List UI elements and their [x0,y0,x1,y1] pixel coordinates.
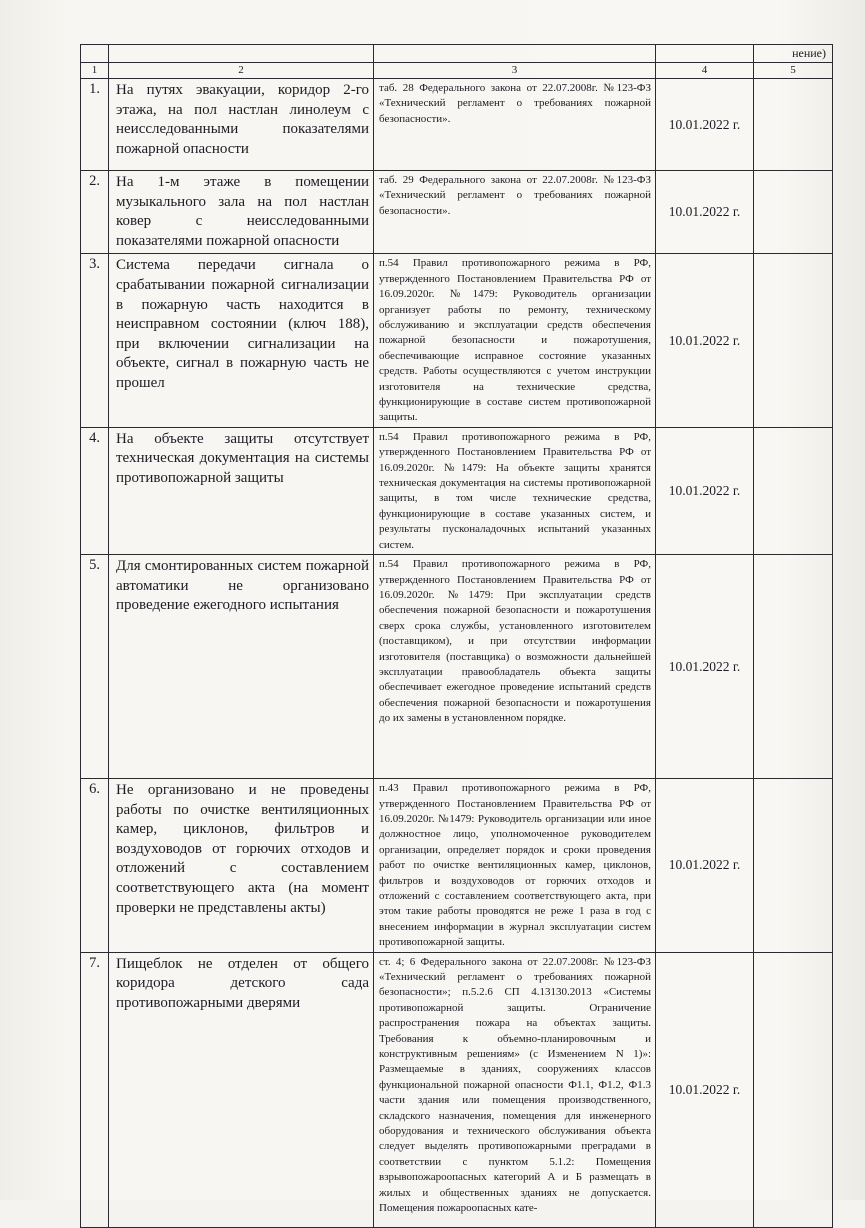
column-number: 4 [656,63,754,79]
norm-reference: п.43 Правил противопожарного режима в РФ, утвержденного Постановлением Правительства РФ от 16.09.2020г. №1479: Руководитель организации или иное должностное лицо, уполномоченное руководителем организации, определяет порядок и сроки проведения работ по очистке вентиляционных камер, циклонов, фильтров и воздуховодов от горючих отходов и отложений с составлением соответствующего акта, при этом такие работы проводятся не реже 1 раза в год с внесением информации в журнал эксплуатации систем противопожарной защиты. [374,779,656,952]
note-cell [754,427,833,554]
table-row [81,952,833,1227]
violation-text: На 1-м этаже в помещении музыкального зала на пол настлан ковер с неисследованными показателями пожарной опасности [109,171,374,254]
table-row [81,779,833,952]
note-cell [754,952,833,1227]
norm-reference: таб. 28 Федерального закона от 22.07.2008г. №123-ФЗ «Технический регламент о требованиях пожарной безопасности». [374,79,656,171]
deadline-date: 10.01.2022 г. [656,254,754,427]
row-number: 6. [81,779,109,952]
column-number: 3 [374,63,656,79]
table-row [81,79,833,171]
note-cell [754,79,833,171]
row-number: 1. [81,79,109,171]
table-row [81,427,833,554]
deadline-date: 10.01.2022 г. [656,171,754,254]
table-row [81,555,833,779]
note-cell [754,254,833,427]
norm-reference: п.54 Правил противопожарного режима в РФ, утвержденного Постановлением Правительства РФ от 16.09.2020г. №1479: На объекте защиты хранятся техническая документация на системы противопожарной защиты, в том числе технические средства, функционирующие в составе указанных систем, и результаты пусконаладочных испытаний указанных систем. [374,427,656,554]
header-continuation: нение) [754,45,833,63]
row-number: 5. [81,555,109,779]
row-number: 3. [81,254,109,427]
note-cell [754,555,833,779]
norm-reference: ст. 4; 6 Федерального закона от 22.07.2008г. №123-ФЗ «Технический регламент о требованиях пожарной безопасности»; п.5.2.6 СП 4.13130.2013 «Системы противопожарной защиты. Ограничение распространения пожара на объектах защиты. Требования к объемно-планировочным и конструктивным решениям» (с Изменением N 1)»: Размещаемые в зданиях, сооружениях классов функциональной пожарной опасности Ф1.1, Ф1.2, Ф1.3 части здания или помещения производственного, складского назначения, помещения для инженерного оборудования и технического обслуживания объекта следует выделять противопожарными преградами в соответствии с пунктом 5.1.2: Помещения взрывопожароопасных категорий А и Б размещать в жилых и общественных зданиях не допускается. Помещения пожароопасных кате- [374,952,656,1227]
deadline-date: 10.01.2022 г. [656,952,754,1227]
violation-text: Не организовано и не проведены работы по очистке вентиляционных камер, циклонов, фильтров и воздуховодов от горючих отходов и отложений с составлением соответствующего акта (на момент проверки не представлены акты) [109,779,374,952]
violations-table [80,44,833,1228]
row-number: 2. [81,171,109,254]
column-number: 5 [754,63,833,79]
violation-text: Для смонтированных систем пожарной автоматики не организовано проведение ежегодного испытания [109,555,374,779]
table-header-row [81,45,833,63]
norm-reference: таб. 29 Федерального закона от 22.07.2008г. №123-ФЗ «Технический регламент о требованиях пожарной безопасности». [374,171,656,254]
column-number: 1 [81,63,109,79]
column-numbers-row [81,63,833,79]
deadline-date: 10.01.2022 г. [656,427,754,554]
norm-reference: п.54 Правил противопожарного режима в РФ, утвержденного Постановлением Правительства РФ от 16.09.2020г. №1479: Руководитель организации организует работы по ремонту, техническому обслуживанию и эксплуатации средств обеспечения пожарной безопасности и пожаротушения, обеспечивающие исправное состояние указанных средств. Работы осуществляются с учетом инструкции изготовителя на технические средства, функционирующие в составе систем противопожарной защиты. [374,254,656,427]
row-number: 4. [81,427,109,554]
note-cell [754,171,833,254]
violation-text: На объекте защиты отсутствует техническая документация на системы противопожарной защиты [109,427,374,554]
violation-text: Система передачи сигнала о срабатывании пожарной сигнализации в пожарную часть находится в неисправном состоянии (ключ 188), при включении сигнализации на объекте, сигнал в пожарную часть не прошел [109,254,374,427]
row-number: 7. [81,952,109,1227]
deadline-date: 10.01.2022 г. [656,555,754,779]
deadline-date: 10.01.2022 г. [656,779,754,952]
column-number: 2 [109,63,374,79]
note-cell [754,779,833,952]
norm-reference: п.54 Правил противопожарного режима в РФ, утвержденного Постановлением Правительства РФ от 16.09.2020г. №1479: При эксплуатации средств обеспечения пожарной безопасности и пожаротушения сверх срока службы, установленного изготовителем (поставщиком), и при отсутствии информации изготовителя (поставщика) о возможности дальнейшей эксплуатации правообладатель объекта защиты обеспечивает ежегодное проведение испытаний средств обеспечения пожарной безопасности и пожаротушения до их замены в установленном порядке. [374,555,656,779]
table-row [81,171,833,254]
violation-text: Пищеблок не отделен от общего коридора детского сада противопожарными дверями [109,952,374,1227]
table-row [81,254,833,427]
deadline-date: 10.01.2022 г. [656,79,754,171]
violation-text: На путях эвакуации, коридор 2-го этажа, на пол настлан линолеум с неисследованными показателями пожарной опасности [109,79,374,171]
